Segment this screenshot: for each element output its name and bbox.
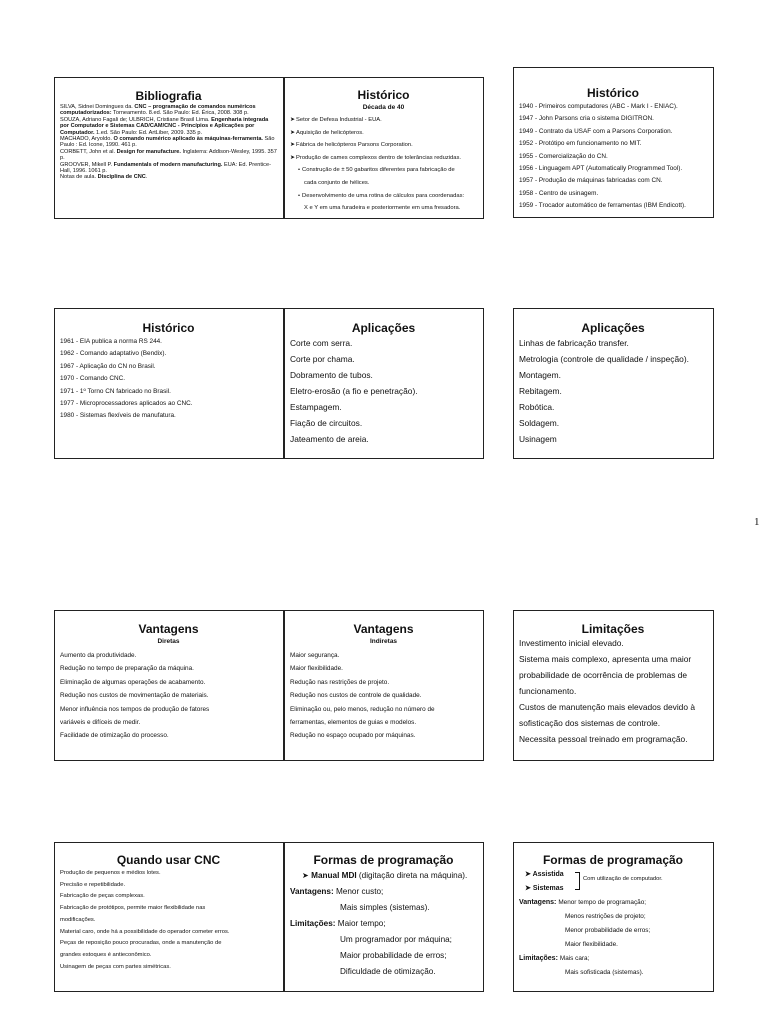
list-item: Investimento inicial elevado. (519, 638, 624, 648)
arrow-icon: ➤ (302, 871, 309, 880)
list-item: Fabricação de peças complexas. (60, 893, 145, 900)
list-item: Produção de pequenos e médios lotes. (60, 870, 161, 876)
list-item: 1962 - Comando adaptativo (Bendix). (60, 350, 167, 358)
advantages-list (60, 649, 277, 743)
list-item: Jateamento de areia. (290, 434, 369, 444)
advantages-list (290, 649, 477, 743)
list-item: Custos de manutenção mais elevados devido à (519, 702, 695, 712)
slide-vantagens-indiretas (284, 610, 484, 761)
slide-title: Aplicações (581, 321, 645, 335)
advantages-line: Vantagens: Menor tempo de programação; (519, 899, 647, 906)
list-item-continued: grandes estoques é antieconômico. (60, 951, 152, 958)
list-item: Fiação de circuitos. (290, 418, 363, 428)
list-item-continued: probabilidade de ocorrência de problemas de (519, 670, 688, 680)
reference-item: SILVA, Sidnei Domingues da. CNC – programação de comandos numéricos computadorizados: Torneamento. 8.ed. São Paulo: Ed. Érica, 2008. 308 p. (60, 104, 256, 117)
sub-list-item: • Desenvolvimento de uma rotina de cálculos para coordenadas: (290, 190, 477, 203)
limitations-line: Limitações: Maior tempo; (290, 919, 386, 928)
slide-historico-1961-1980 (54, 308, 284, 459)
usage-list (60, 868, 277, 973)
slide-limitacoes (513, 610, 714, 761)
list-item: Rebitagem. (519, 386, 562, 396)
list-item: Redução nos custos de controle de qualidade. (290, 692, 422, 700)
list-item-continued: variáveis e difíceis de medir. (60, 719, 141, 727)
timeline-list (60, 336, 277, 423)
list-item: Usinagem de peças com partes simétricas. (60, 963, 171, 970)
sub-list-item-continued: X e Y em uma furadeira e posteriormente em uma fresadora. (304, 205, 461, 212)
list-item: 1949 - Contrato da USAF com a Parsons Corporation. (519, 127, 673, 135)
reference-item: CORBETT, John et al. Design for manufacture. Inglaterra: Addison-Wesley, 1995. 357 p. (60, 148, 277, 162)
slide-subtitle: Indiretas (369, 638, 398, 645)
list-item: ➤ Fábrica de helicópteros Parsons Corporation. (290, 139, 477, 152)
advantages-line-continued: Mais simples (sistemas). (340, 903, 430, 912)
limitations-line-continued: Dificuldade de otimização. (340, 967, 436, 976)
slide-subtitle: Década de 40 (362, 104, 405, 111)
list-item: Eletro-erosão (a fio e penetração). (290, 386, 418, 396)
reference-item: Notas de aula. Disciplina de CNC. (60, 174, 148, 181)
list-item: Eliminação ou, pelo menos, redução no número de (290, 705, 435, 713)
list-item: Redução no espaço ocupado por máquinas. (290, 732, 416, 740)
list-item: Maior segurança. (290, 652, 340, 659)
list-item: Aumento da produtividade. (60, 652, 137, 659)
list-item: Estampagem. (290, 402, 342, 412)
brace-note: Com utilização de computador. (583, 876, 663, 882)
limitations-line-continued: Mais sofisticada (sistemas). (565, 969, 644, 976)
advantages-line: Vantagens: Menor custo; (290, 887, 384, 896)
list-item: Menor influência nos tempos de produção de fatores (60, 705, 210, 713)
option-assistida: ➤ Assistida (525, 871, 564, 878)
list-item: 1977 - Microprocessadores aplicados ao CNC. (60, 400, 193, 408)
slide-historico-decada-40 (284, 77, 484, 219)
limitations-line-continued: Um programador por máquina; (340, 935, 452, 944)
list-item: 1955 - Comercialização do CN. (519, 152, 608, 160)
slide-title: Vantagens (138, 622, 199, 636)
option-sistemas: ➤ Sistemas (525, 885, 564, 892)
sub-list-item: • Construção de ± 50 gabaritos diferentes para fabricação de (290, 164, 477, 177)
list-item: 1957 - Produção de máquinas fabricadas com CN. (519, 177, 663, 185)
reference-item: MACHADO, Aryoldo. O comando numérico aplicado às máquinas-ferramenta. São Paulo : Ed. Icone, 1990. 461 p. (60, 136, 275, 149)
list-item-continued: ferramentas, elementos de guias e modelos. (290, 719, 417, 727)
manual-mdi-line: ➤ Manual MDI (digitação direta na máquina). (302, 871, 468, 880)
list-item: Dobramento de tubos. (290, 370, 373, 380)
list-item: Corte com serra. (290, 338, 353, 348)
list-item: 1961 - EIA publica a norma RS 244. (60, 338, 162, 345)
slide-title: Histórico (142, 321, 195, 335)
slide-title: Aplicações (351, 321, 416, 335)
list-item: 1947 - John Parsons cria o sistema DIGITRON. (519, 115, 654, 123)
arrow-icon: ➤ (525, 885, 531, 892)
slide-title: Limitações (581, 622, 645, 636)
slide-title: Histórico (357, 88, 410, 102)
list-item: Eliminação de algumas operações de acabamento. (60, 678, 206, 686)
list-item: ➤ Produção de cames complexos dentro de tolerâncias reduzidas. (290, 152, 477, 165)
sub-list-item-continued: cada conjunto de hélices. (304, 179, 370, 186)
slide-subtitle: Diretas (157, 638, 180, 645)
list-item: 1971 - 1º Torno CN fabricado no Brasil. (60, 387, 171, 395)
brace-icon (575, 872, 580, 890)
list-item: Robótica. (519, 402, 555, 412)
list-item: Facilidade de otimização do processo. (60, 732, 169, 740)
list-item-continued: funcionamento. (519, 686, 577, 696)
bullet-list (290, 114, 477, 215)
list-item: Redução nas restrições de projeto. (290, 678, 390, 686)
timeline-list (519, 101, 707, 213)
arrow-icon: ➤ (525, 871, 531, 878)
list-item: Corte por chama. (290, 354, 355, 364)
limitations-list (519, 635, 707, 747)
list-item: 1952 - Protótipo em funcionamento no MIT. (519, 140, 642, 148)
slide-aplicacoes-2 (513, 308, 714, 459)
slide-title: Histórico (586, 86, 639, 100)
list-item: ➤ Setor de Defesa Industrial - EUA. (290, 114, 477, 127)
slide-bibliografia (54, 77, 284, 219)
list-item: 1970 - Comando CNC. (60, 375, 126, 383)
programming-forms-content (290, 868, 477, 980)
slide-aplicacoes-1 (284, 308, 484, 459)
reference-item: GROOVER, Mikell P. Fundamentals of modern manufacturing. EUA: Ed. Prentice-Hall, 1996. 1061 p. (60, 161, 271, 175)
applications-list (519, 335, 707, 447)
list-item: 1967 - Aplicação do CN no Brasil. (60, 362, 156, 370)
slide-formas-programacao-assistida (513, 842, 714, 992)
list-item: 1956 - Linguagem APT (Automatically Programmed Tool). (519, 165, 683, 173)
list-item: 1958 - Centro de usinagem. (519, 189, 599, 197)
list-item: Usinagem (519, 434, 557, 444)
list-item: Precisão e repetibilidade. (60, 881, 126, 888)
list-item: Sistema mais complexo, apresenta uma maior (519, 654, 692, 664)
applications-list (290, 335, 477, 447)
slide-title: Quando usar CNC (116, 853, 221, 867)
slide-title: Formas de programação (313, 853, 454, 867)
slide-title: Formas de programação (542, 853, 684, 867)
list-item: 1959 - Trocador automático de ferramentas (IBM Endicott). (519, 202, 686, 210)
slide-formas-programacao-manual (284, 842, 484, 992)
list-item: 1980 - Sistemas flexíveis de manufatura. (60, 412, 176, 420)
list-item-continued: sofisticação dos sistemas de controle. (519, 718, 661, 728)
reference-list (60, 104, 277, 181)
options-group (519, 868, 707, 896)
reference-item: SOUZA, Adriano Fagali de; ULBRICH, Cristiane Brasil Lima. Engenharia integrada por Computador e Sistemas CAD/CAM/CNC - Princípios e Aplicações por Computador. 1.ed. São Paulo: Ed. ArtLiber, 2009. 335 p. (60, 116, 269, 136)
slide-title: Bibliografia (135, 89, 202, 103)
list-item: Metrologia (controle de qualidade / inspeção). (519, 354, 689, 364)
list-item: Necessita pessoal treinado em programação. (519, 734, 688, 744)
page-number: 1 (754, 516, 760, 528)
list-item-continued: modificações. (60, 916, 96, 923)
advantages-line-continued: Menor probabilidade de erros; (565, 927, 651, 934)
list-item: Redução nos custos de movimentação de materiais. (60, 692, 209, 700)
list-item: ➤ Aquisição de helicópteros. (290, 127, 477, 140)
list-item: Soldagem. (519, 418, 560, 428)
slide-historico-1940-1959 (513, 67, 714, 218)
list-item: Fabricação de protótipos, permite maior flexibilidade nas (60, 905, 206, 912)
advantages-line-continued: Menos restrições de projeto; (565, 913, 646, 920)
list-item: Montagem. (519, 370, 561, 380)
programming-forms-content (519, 868, 707, 980)
limitations-line-continued: Maior probabilidade de erros; (340, 951, 447, 960)
slide-vantagens-diretas (54, 610, 284, 761)
list-item: Linhas de fabricação transfer. (519, 338, 629, 348)
list-item: 1940 - Primeiros computadores (ABC - Mark I - ENIAC). (519, 103, 678, 110)
list-item: Maior flexibilidade. (290, 665, 343, 673)
list-item: Peças de reposição pouco procuradas, onde a manutenção de (60, 940, 222, 947)
limitations-line: Limitações: Mais cara; (519, 955, 590, 962)
list-item: Material caro, onde há a possibilidade do operador cometer erros. (60, 928, 230, 935)
advantages-line-continued: Maior flexibilidade. (565, 941, 618, 948)
slide-title: Vantagens (353, 622, 414, 636)
slide-quando-usar-cnc (54, 842, 284, 992)
list-item: Redução no tempo de preparação da máquina. (60, 665, 194, 673)
